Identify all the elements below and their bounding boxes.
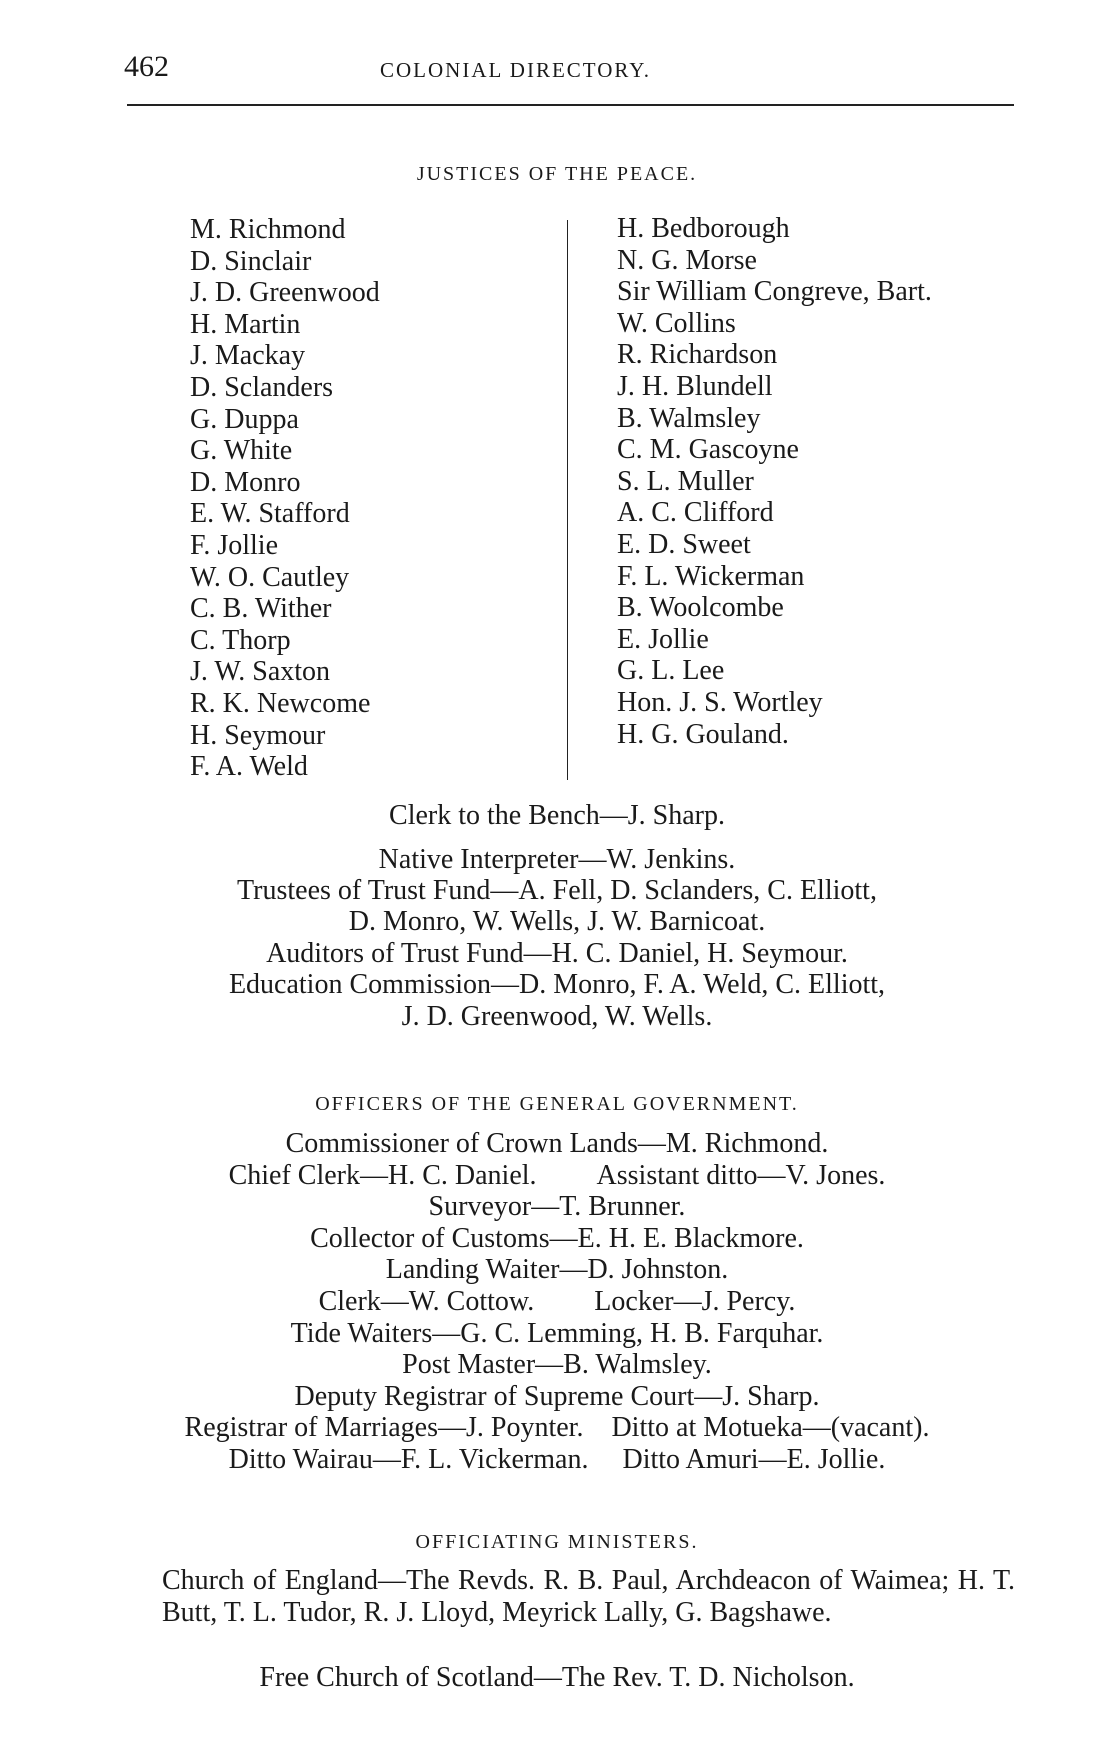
registrar-wairau: Ditto Wairau—F. L. Vickerman. [228,1444,589,1475]
ministers-heading: OFFICIATING MINISTERS. [415,1531,699,1553]
justice-name: H. G. Gouland. [617,718,789,750]
justice-name: D. Sclanders [190,371,334,403]
registrar-motueka: Ditto at Motueka—(vacant). [611,1412,930,1443]
free-church-line: Free Church of Scotland—The Rev. T. D. Nicholson. [259,1662,855,1693]
chief-clerk-line [0,1160,1114,1192]
justice-name: F. A. Weld [190,751,308,783]
native-interpreter: Native Interpreter—W. Jenkins. [378,844,736,875]
justice-name: C. Thorp [190,624,291,656]
header-rule [127,104,1014,106]
justice-name: J. Mackay [190,340,306,372]
marriages-line [0,1412,1114,1444]
justice-name: H. Martin [190,308,301,340]
locker: Locker—J. Percy. [594,1286,796,1317]
justice-name: W. O. Cautley [190,561,350,593]
justice-name: J. D. Greenwood [190,277,380,309]
church-of-england-text: Church of England—The Revds. R. B. Paul, Archdeacon of Waimea; H. T. Butt, T. L. Tudor, R. J. Lloyd, Meyrick Lally, G. Bagshawe. [162,1565,1015,1628]
trustees-line-2: D. Monro, W. Wells, J. W. Barnicoat. [348,906,766,937]
justice-name: R. K. Newcome [190,687,371,719]
officers-heading: OFFICERS OF THE GENERAL GOVERNMENT. [315,1093,799,1115]
registrar-marriages: Registrar of Marriages—J. Poynter. [184,1412,584,1443]
justice-name: H. Seymour [190,719,326,751]
justice-name: W. Collins [617,307,736,339]
justice-name: C. M. Gascoyne [617,434,799,466]
justice-name: E. W. Stafford [190,498,350,530]
justice-name: H. Bedborough [617,213,790,244]
justice-name: D. Sinclair [190,245,312,277]
chief-clerk: Chief Clerk—H. C. Daniel. [228,1160,537,1191]
registrar-amuri: Ditto Amuri—E. Jollie. [622,1444,886,1475]
deputy-registrar-line: Deputy Registrar of Supreme Court—J. Sharp. [294,1381,820,1412]
justice-name: F. L. Wickerman [617,560,805,592]
tide-waiters-line: Tide Waiters—G. C. Lemming, H. B. Farquhar. [290,1318,824,1349]
justice-name: D. Monro [190,466,301,498]
customs-line: Collector of Customs—E. H. E. Blackmore. [310,1223,804,1254]
trustees-line-1: Trustees of Trust Fund—A. Fell, D. Sclanders, C. Elliott, [237,875,877,906]
assistant-clerk: Assistant ditto—V. Jones. [596,1160,886,1191]
clerk-locker-line [0,1286,1114,1318]
justice-name: F. Jollie [190,529,278,561]
justice-name: M. Richmond [190,214,346,245]
commissioner-line: Commissioner of Crown Lands—M. Richmond. [285,1128,829,1159]
justice-name: E. Jollie [617,623,709,655]
justices-heading: JUSTICES OF THE PEACE. [416,163,698,185]
justice-name: N. G. Morse [617,244,757,276]
surveyor-line: Surveyor—T. Brunner. [428,1191,686,1222]
justice-name: R. Richardson [617,339,778,371]
running-title: COLONIAL DIRECTORY. [380,58,651,82]
clerk-to-bench: Clerk to the Bench—J. Sharp. [389,800,725,831]
justices-left-column [190,214,380,783]
justice-name: B. Woolcombe [617,592,784,624]
justice-name: G. Duppa [190,403,299,435]
justice-name: Sir William Congreve, Bart. [617,276,932,308]
customs-clerk: Clerk—W. Cottow. [318,1286,535,1317]
justices-right-column [617,213,932,750]
landing-waiter-line: Landing Waiter—D. Johnston. [385,1254,729,1285]
justice-name: J. W. Saxton [190,656,331,688]
education-line-1: Education Commission—D. Monro, F. A. Weld, C. Elliott, [228,969,886,1000]
post-master-line: Post Master—B. Walmsley. [402,1349,712,1380]
justice-name: J. H. Blundell [617,370,773,402]
justice-name: G. White [190,435,293,467]
auditors-line: Auditors of Trust Fund—H. C. Daniel, H. Seymour. [266,938,848,969]
justice-name: B. Walmsley [617,402,761,434]
education-line-2: J. D. Greenwood, W. Wells. [401,1001,713,1032]
justice-name: G. L. Lee [617,655,725,687]
church-of-england-paragraph [130,1565,1015,1628]
justice-name: Hon. J. S. Wortley [617,686,823,718]
wairau-amuri-line [0,1444,1114,1476]
justice-name: A. C. Clifford [617,497,774,529]
justice-name: E. D. Sweet [617,528,751,560]
column-divider [567,220,568,780]
justice-name: S. L. Muller [617,465,754,497]
page-number: 462 [124,50,169,83]
justice-name: C. B. Wither [190,593,332,625]
